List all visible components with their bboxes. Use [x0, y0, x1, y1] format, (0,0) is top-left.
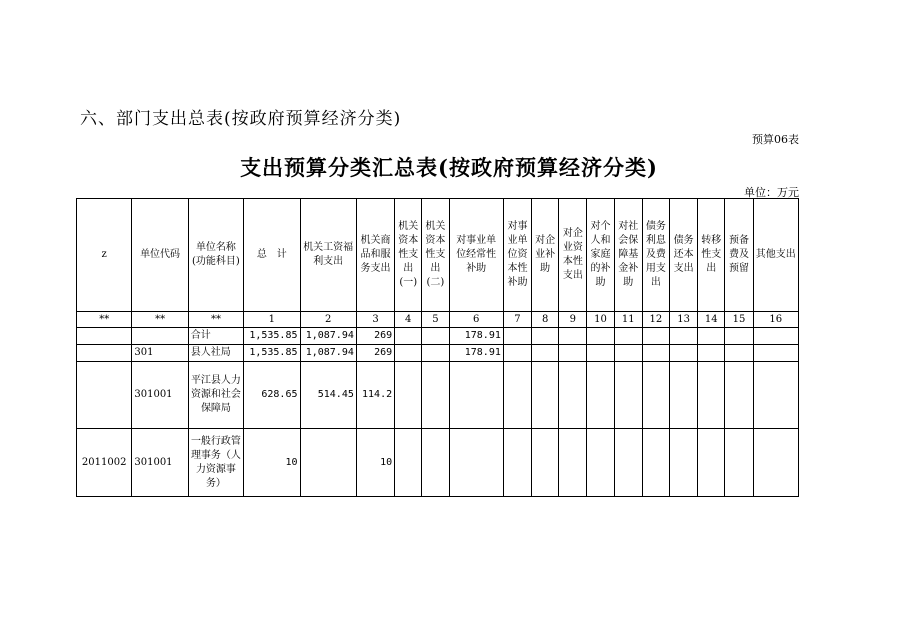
header-cell: 机关资本性支出(二)	[422, 199, 449, 312]
empty-cell	[753, 345, 798, 362]
empty-cell	[725, 362, 753, 429]
value-cell	[300, 429, 356, 497]
index-cell: 12	[642, 312, 669, 328]
empty-cell	[725, 328, 753, 345]
index-cell: 4	[395, 312, 422, 328]
value-cell	[449, 362, 503, 429]
index-cell: 14	[698, 312, 725, 328]
value-cell	[395, 429, 422, 497]
value-cell: 1,087.94	[300, 328, 356, 345]
index-cell: 2	[300, 312, 356, 328]
empty-cell	[642, 328, 669, 345]
header-cell: 对事业单位经常性补助	[449, 199, 503, 312]
total-cell: 1,535.85	[244, 345, 300, 362]
header-cell: 单位名称(功能科目)	[188, 199, 243, 312]
empty-cell	[670, 429, 698, 497]
empty-cell	[753, 328, 798, 345]
header-cell: 对企业补助	[532, 199, 559, 312]
empty-cell	[532, 362, 559, 429]
section-title: 六、部门支出总表(按政府预算经济分类)	[80, 109, 402, 129]
unit-code-cell: 301	[132, 345, 188, 362]
empty-cell	[753, 429, 798, 497]
empty-cell	[725, 345, 753, 362]
unit-name-cell: 平江县人力资源和社会保障局	[188, 362, 243, 429]
table-row	[77, 345, 799, 362]
header-cell: z	[77, 199, 132, 312]
index-cell: 11	[614, 312, 642, 328]
empty-cell	[642, 362, 669, 429]
unit-code-cell: 301001	[132, 362, 188, 429]
empty-cell	[559, 362, 587, 429]
empty-cell	[559, 328, 587, 345]
index-cell: 6	[449, 312, 503, 328]
value-cell	[422, 429, 449, 497]
form-code: 预算06表	[752, 133, 799, 146]
unit-name-cell: 县人社局	[188, 345, 243, 362]
index-cell: 3	[356, 312, 394, 328]
header-cell: 其他支出	[753, 199, 798, 312]
unit-code-cell	[132, 328, 188, 345]
value-cell: 1,087.94	[300, 345, 356, 362]
unit-label: 单位：万元	[744, 186, 799, 199]
header-cell: 转移性支出	[698, 199, 725, 312]
value-cell	[422, 345, 449, 362]
index-cell: 7	[503, 312, 531, 328]
empty-cell	[503, 362, 531, 429]
empty-cell	[503, 328, 531, 345]
empty-cell	[587, 328, 614, 345]
header-cell: 机关工资福利支出	[300, 199, 356, 312]
value-cell: 114.2	[356, 362, 394, 429]
value-cell	[395, 362, 422, 429]
header-cell: 对个人和家庭的补助	[587, 199, 614, 312]
index-cell: 5	[422, 312, 449, 328]
value-cell: 269	[356, 328, 394, 345]
func-code-cell: 2011002	[77, 429, 132, 497]
header-row	[77, 199, 799, 312]
empty-cell	[532, 429, 559, 497]
empty-cell	[642, 429, 669, 497]
empty-cell	[698, 345, 725, 362]
index-cell: 9	[559, 312, 587, 328]
index-cell: **	[77, 312, 132, 328]
index-row	[77, 312, 799, 328]
table-row	[77, 362, 799, 429]
header-cell: 债务利息及费用支出	[642, 199, 669, 312]
empty-cell	[670, 345, 698, 362]
table-row	[77, 328, 799, 345]
empty-cell	[532, 328, 559, 345]
header-cell: 对社会保障基金补助	[614, 199, 642, 312]
empty-cell	[587, 345, 614, 362]
empty-cell	[698, 362, 725, 429]
empty-cell	[642, 345, 669, 362]
expenditure-table	[76, 198, 799, 497]
header-cell: 总 计	[244, 199, 300, 312]
index-cell: **	[188, 312, 243, 328]
empty-cell	[614, 362, 642, 429]
value-cell: 178.91	[449, 328, 503, 345]
header-cell: 机关资本性支出(一)	[395, 199, 422, 312]
value-cell: 269	[356, 345, 394, 362]
empty-cell	[698, 429, 725, 497]
header-cell: 对事业单位资本性补助	[503, 199, 531, 312]
value-cell	[449, 429, 503, 497]
header-cell: 单位代码	[132, 199, 188, 312]
func-code-cell	[77, 345, 132, 362]
header-cell: 债务还本支出	[670, 199, 698, 312]
value-cell	[422, 328, 449, 345]
index-cell: **	[132, 312, 188, 328]
empty-cell	[614, 328, 642, 345]
total-cell: 628.65	[244, 362, 300, 429]
total-cell: 1,535.85	[244, 328, 300, 345]
empty-cell	[725, 429, 753, 497]
value-cell: 10	[356, 429, 394, 497]
func-code-cell	[77, 362, 132, 429]
value-cell	[422, 362, 449, 429]
index-cell: 13	[670, 312, 698, 328]
empty-cell	[670, 328, 698, 345]
value-cell	[395, 328, 422, 345]
index-cell: 8	[532, 312, 559, 328]
header-cell: 对企业资本性支出	[559, 199, 587, 312]
value-cell: 178.91	[449, 345, 503, 362]
total-cell: 10	[244, 429, 300, 497]
value-cell: 514.45	[300, 362, 356, 429]
index-cell: 10	[587, 312, 614, 328]
value-cell	[395, 345, 422, 362]
header-cell: 预备费及预留	[725, 199, 753, 312]
unit-name-cell: 一般行政管理事务（人力资源事务）	[188, 429, 243, 497]
func-code-cell	[77, 328, 132, 345]
empty-cell	[503, 429, 531, 497]
empty-cell	[614, 429, 642, 497]
index-cell: 15	[725, 312, 753, 328]
empty-cell	[559, 429, 587, 497]
empty-cell	[753, 362, 798, 429]
empty-cell	[670, 362, 698, 429]
table-title: 支出预算分类汇总表(按政府预算经济分类)	[240, 155, 658, 180]
empty-cell	[587, 362, 614, 429]
unit-name-cell: 合计	[188, 328, 243, 345]
unit-code-cell: 301001	[132, 429, 188, 497]
empty-cell	[532, 345, 559, 362]
index-cell: 1	[244, 312, 300, 328]
index-cell: 16	[753, 312, 798, 328]
empty-cell	[559, 345, 587, 362]
empty-cell	[587, 429, 614, 497]
header-cell: 机关商品和服务支出	[356, 199, 394, 312]
empty-cell	[503, 345, 531, 362]
table-row	[77, 429, 799, 497]
empty-cell	[698, 328, 725, 345]
empty-cell	[614, 345, 642, 362]
